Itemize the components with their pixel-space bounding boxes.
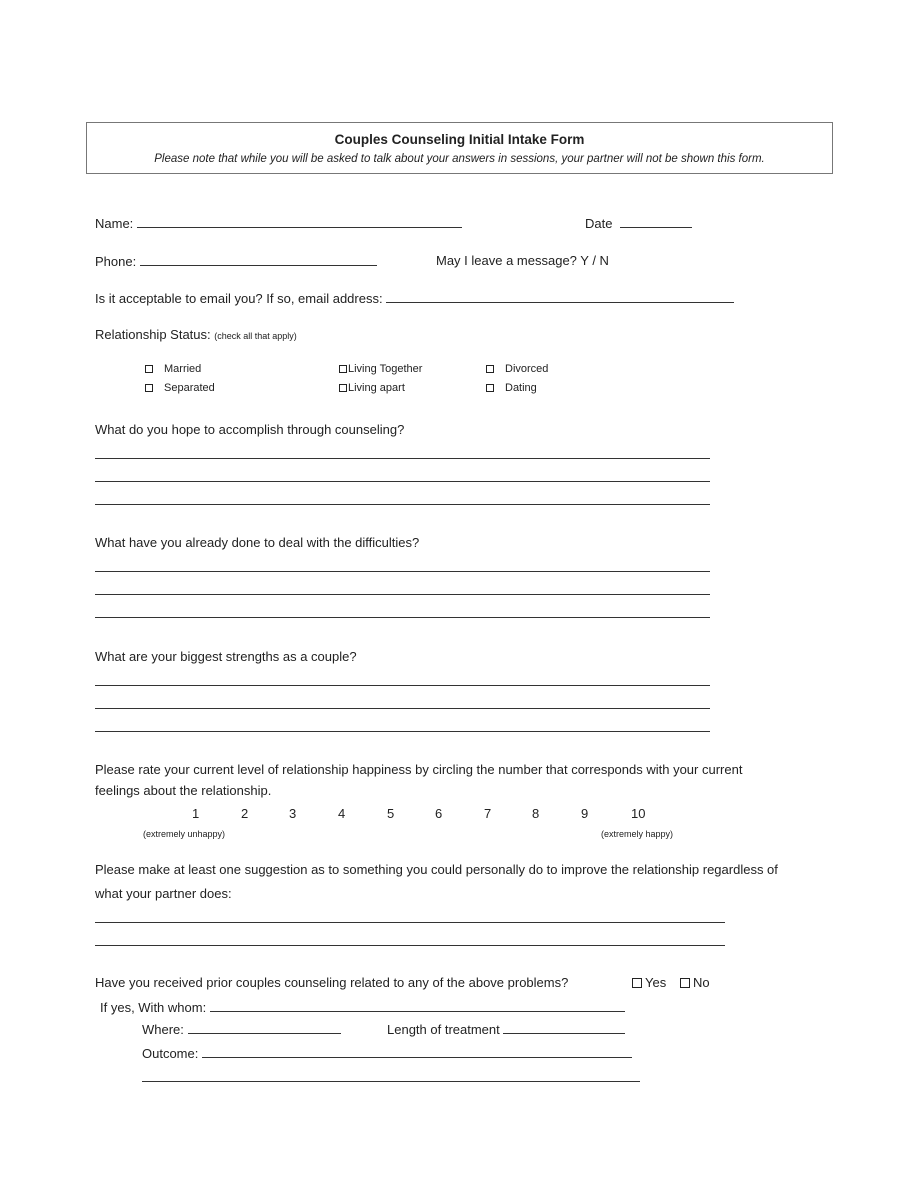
rating-7[interactable]: 7 [484,806,492,821]
option-separated[interactable] [145,382,215,394]
date-row [585,215,692,231]
length-field[interactable] [503,1021,625,1034]
suggestion-question-line-1: Please make at least one suggestion as to something you could personally do to improve the relationship regardless of [95,862,778,877]
answer-line[interactable] [95,685,710,686]
with-whom-row [100,999,625,1015]
rating-question-line-2: feelings about the relationship. [95,783,272,798]
where-row [142,1021,341,1037]
living-apart-label: Living apart [348,382,405,394]
dating-checkbox[interactable] [486,384,494,392]
rating-8[interactable]: 8 [532,806,540,821]
with-whom-label: If yes, With whom: [100,1000,207,1015]
option-divorced[interactable] [486,363,548,375]
suggestion-question-line-2: what your partner does: [95,886,232,901]
phone-label: Phone: [95,254,137,269]
phone-row [95,253,377,269]
prior-no-option[interactable] [680,975,710,990]
rating-5[interactable]: 5 [387,806,395,821]
answer-line[interactable] [142,1081,640,1082]
form-privacy-note: Please note that while you will be asked to talk about your answers in sessions, your partner will not be shown this form. [154,153,765,165]
outcome-row [142,1045,632,1061]
answer-line[interactable] [95,731,710,732]
outcome-field[interactable] [202,1045,632,1058]
option-living-together[interactable] [339,363,422,375]
rating-low-label: (extremely unhappy) [143,829,226,839]
living-together-label: Living Together [348,363,423,375]
relationship-status-label: Relationship Status: [95,327,211,342]
prior-no-label: No [693,975,710,990]
prior-yes-option[interactable] [632,975,666,990]
rating-question-line-1: Please rate your current level of relationship happiness by circling the number that corresponds with your current [95,762,743,777]
where-label: Where: [142,1022,184,1037]
phone-field[interactable] [140,253,377,266]
rating-3[interactable]: 3 [289,806,297,821]
email-row [95,290,734,306]
answer-line[interactable] [95,945,725,946]
answer-line[interactable] [95,504,710,505]
answer-line[interactable] [95,571,710,572]
living-together-checkbox[interactable] [339,365,347,373]
question-strengths: What are your biggest strengths as a couple? [95,649,357,664]
option-living-apart[interactable] [339,382,405,394]
with-whom-field[interactable] [210,999,625,1012]
name-field[interactable] [137,215,462,228]
message-question: May I leave a message? Y / N [436,253,609,268]
email-field[interactable] [386,290,734,303]
living-apart-checkbox[interactable] [339,384,347,392]
rating-6[interactable]: 6 [435,806,443,821]
rating-9[interactable]: 9 [581,806,589,821]
answer-line[interactable] [95,708,710,709]
outcome-label: Outcome: [142,1046,199,1061]
rating-high-label: (extremely happy) [601,829,674,839]
where-field[interactable] [188,1021,341,1034]
answer-line[interactable] [95,617,710,618]
form-header [86,122,833,174]
date-label: Date [585,216,613,231]
divorced-checkbox[interactable] [486,365,494,373]
separated-checkbox[interactable] [145,384,153,392]
rating-2[interactable]: 2 [241,806,249,821]
question-already-done: What have you already done to deal with the difficulties? [95,535,420,550]
form-title: Couples Counseling Initial Intake Form [334,132,585,147]
answer-line[interactable] [95,481,710,482]
married-label: Married [164,363,202,375]
divorced-label: Divorced [505,363,549,375]
relationship-status-row [95,327,297,342]
question-accomplish: What do you hope to accomplish through counseling? [95,422,405,437]
dating-label: Dating [505,382,537,394]
name-label: Name: [95,216,134,231]
option-dating[interactable] [486,382,537,394]
option-married[interactable] [145,363,201,375]
answer-line[interactable] [95,922,725,923]
prior-counseling-question: Have you received prior couples counseling related to any of the above problems? [95,975,569,990]
length-row [387,1021,625,1037]
rating-10[interactable]: 10 [631,806,646,821]
length-label: Length of treatment [387,1022,500,1037]
prior-yes-label: Yes [645,975,667,990]
name-row [95,215,462,231]
answer-line[interactable] [95,594,710,595]
relationship-status-hint: (check all that apply) [214,331,297,341]
date-field[interactable] [620,215,692,228]
separated-label: Separated [164,382,215,394]
married-checkbox[interactable] [145,365,153,373]
prior-yes-checkbox[interactable] [632,978,642,988]
rating-1[interactable]: 1 [192,806,200,821]
answer-line[interactable] [95,458,710,459]
rating-4[interactable]: 4 [338,806,346,821]
email-label: Is it acceptable to email you? If so, email address: [95,291,383,306]
prior-no-checkbox[interactable] [680,978,690,988]
